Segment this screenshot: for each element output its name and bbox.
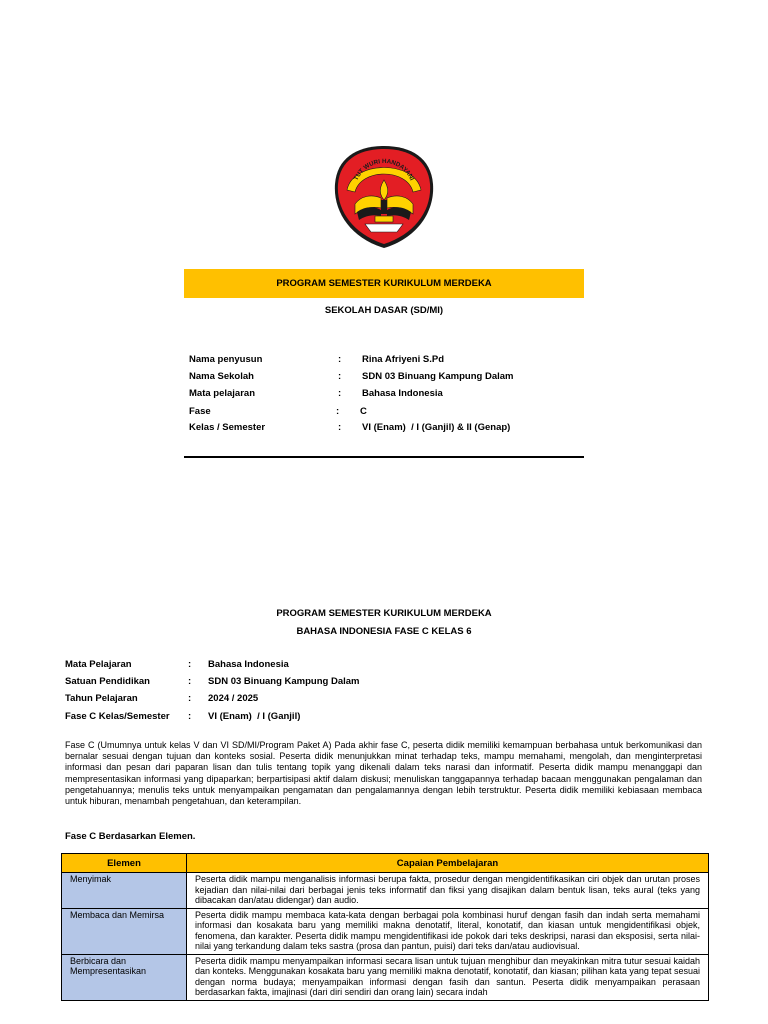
elemen-cell: Menyimak	[62, 873, 187, 909]
capaian-table	[61, 853, 709, 1001]
cover-value-sekolah: SDN 03 Binuang Kampung Dalam	[362, 371, 514, 382]
value-fase-kelas-semester: VI (Enam) / I (Ganjil)	[208, 711, 301, 722]
cover-colon: :	[338, 354, 342, 365]
cover-colon: :	[336, 406, 340, 417]
cover-divider	[184, 456, 584, 458]
elemen-cell: Membaca dan Memirsa	[62, 908, 187, 954]
header-capaian: Capaian Pembelajaran	[187, 854, 709, 873]
capaian-cell: Peserta didik mampu menganalisis informasi berupa fakta, prosedur dengan mengidentifikasikan ciri objek dan urutan proses kejadian dan nilai-nilai dari berbagai jenis teks informatif dan fiksi yang disajikan dalam bentuk lisan, teks aural (teks yang dibacakan dan/atau didengar) dan audio.	[187, 873, 709, 909]
table-header-row	[62, 854, 709, 873]
colon: :	[188, 676, 192, 687]
capaian-cell: Peserta didik mampu membaca kata-kata dengan berbagai pola kombinasi huruf dengan fasih dan indah serta memahami informasi dan kosakata baru yang memiliki makna denotatif, literal, konotatif, dan kiasan untuk mengidentifikasi objek, fenomena, dan karakter. Peserta didik mampu mengidentifikasi ide pokok dari teks deskripsi, narasi dan eksposisi, serta nilai-nilai yang terkandung dalam teks sastra (prosa dan pantun, puisi) dari teks dan/atau audiovisual.	[187, 908, 709, 954]
label-satuan-pendidikan: Satuan Pendidikan	[65, 676, 150, 687]
colon: :	[188, 711, 192, 722]
colon: :	[188, 693, 192, 704]
cover-value-penyusun: Rina Afriyeni S.Pd	[362, 354, 444, 365]
page-title: PROGRAM SEMESTER KURIKULUM MERDEKA	[276, 608, 492, 619]
cover-colon: :	[338, 388, 342, 399]
cover-title-bar	[184, 269, 584, 298]
page-subtitle: BAHASA INDONESIA FASE C KELAS 6	[296, 626, 472, 637]
cover-label-fase: Fase	[189, 406, 211, 417]
cover-label-penyusun: Nama penyusun	[189, 354, 263, 365]
cover-title: PROGRAM SEMESTER KURIKULUM MERDEKA	[276, 278, 492, 289]
cover-colon: :	[338, 371, 342, 382]
elemen-cell: Berbicara dan Mempresentasikan	[62, 954, 187, 1000]
table-row	[62, 908, 709, 954]
value-mata-pelajaran: Bahasa Indonesia	[208, 659, 289, 670]
cover-value-kelas: VI (Enam) / I (Ganjil) & II (Genap)	[362, 422, 511, 433]
cover-subtitle: SEKOLAH DASAR (SD/MI)	[324, 305, 444, 316]
colon: :	[188, 659, 192, 670]
table-row	[62, 873, 709, 909]
label-fase-kelas-semester: Fase C Kelas/Semester	[65, 711, 170, 722]
cover-label-sekolah: Nama Sekolah	[189, 371, 254, 382]
fase-description: Fase C (Umumnya untuk kelas V dan VI SD/MI/Program Paket A) Pada akhir fase C, peserta didik memiliki kemampuan berbahasa untuk berkomunikasi dan bernalar sesuai dengan tujuan dan konteks sosial. Peserta didik menunjukkan minat terhadap teks, mampu memahami, mengolah, dan menginterpretasi informasi dan pesan dari paparan lisan dan tulis tentang topik yang dikenali dalam teks narasi dan informatif. Peserta didik mampu menanggapi dan mempresentasikan informasi yang dipaparkan; berpartisipasi aktif dalam diskusi; menuliskan tanggapannya terhadap bacaan menggunakan pengalaman dan pengetahuannya; menulis teks untuk menyampaikan pengamatan dan pengalamannya dengan lebih terstruktur. Peserta didik memiliki kebiasaan membaca untuk hiburan, menambah pengetahuan, dan keterampilan.	[65, 740, 702, 807]
label-tahun-pelajaran: Tahun Pelajaran	[65, 693, 138, 704]
cover-value-mapel: Bahasa Indonesia	[362, 388, 443, 399]
header-elemen: Elemen	[62, 854, 187, 873]
tut-wuri-handayani-logo	[331, 144, 437, 250]
elemen-heading: Fase C Berdasarkan Elemen.	[65, 831, 196, 842]
cover-label-mapel: Mata pelajaran	[189, 388, 255, 399]
cover-label-kelas: Kelas / Semester	[189, 422, 266, 433]
cover-colon: :	[338, 422, 342, 433]
value-tahun-pelajaran: 2024 / 2025	[208, 693, 259, 704]
capaian-cell: Peserta didik mampu menyampaikan informasi secara lisan untuk tujuan menghibur dan meyakinkan mitra tutur sesuai kaidah dan konteks. Menggunakan kosakata baru yang memiliki makna denotatif, konotatif, dan kiasan; pilihan kata yang tepat sesuai dengan norma budaya; menyampaikan informasi dengan fasih dan santun. Peserta didik menyampaikan perasaan berdasarkan fakta, imajinasi (dari diri sendiri dan orang lain) secara indah	[187, 954, 709, 1000]
table-row	[62, 954, 709, 1000]
svg-text:TUT WURI HANDAYANI: TUT WURI HANDAYANI	[352, 157, 416, 182]
label-mata-pelajaran: Mata Pelajaran	[65, 659, 132, 670]
cover-value-fase: C	[360, 406, 367, 417]
value-satuan-pendidikan: SDN 03 Binuang Kampung Dalam	[208, 676, 360, 687]
